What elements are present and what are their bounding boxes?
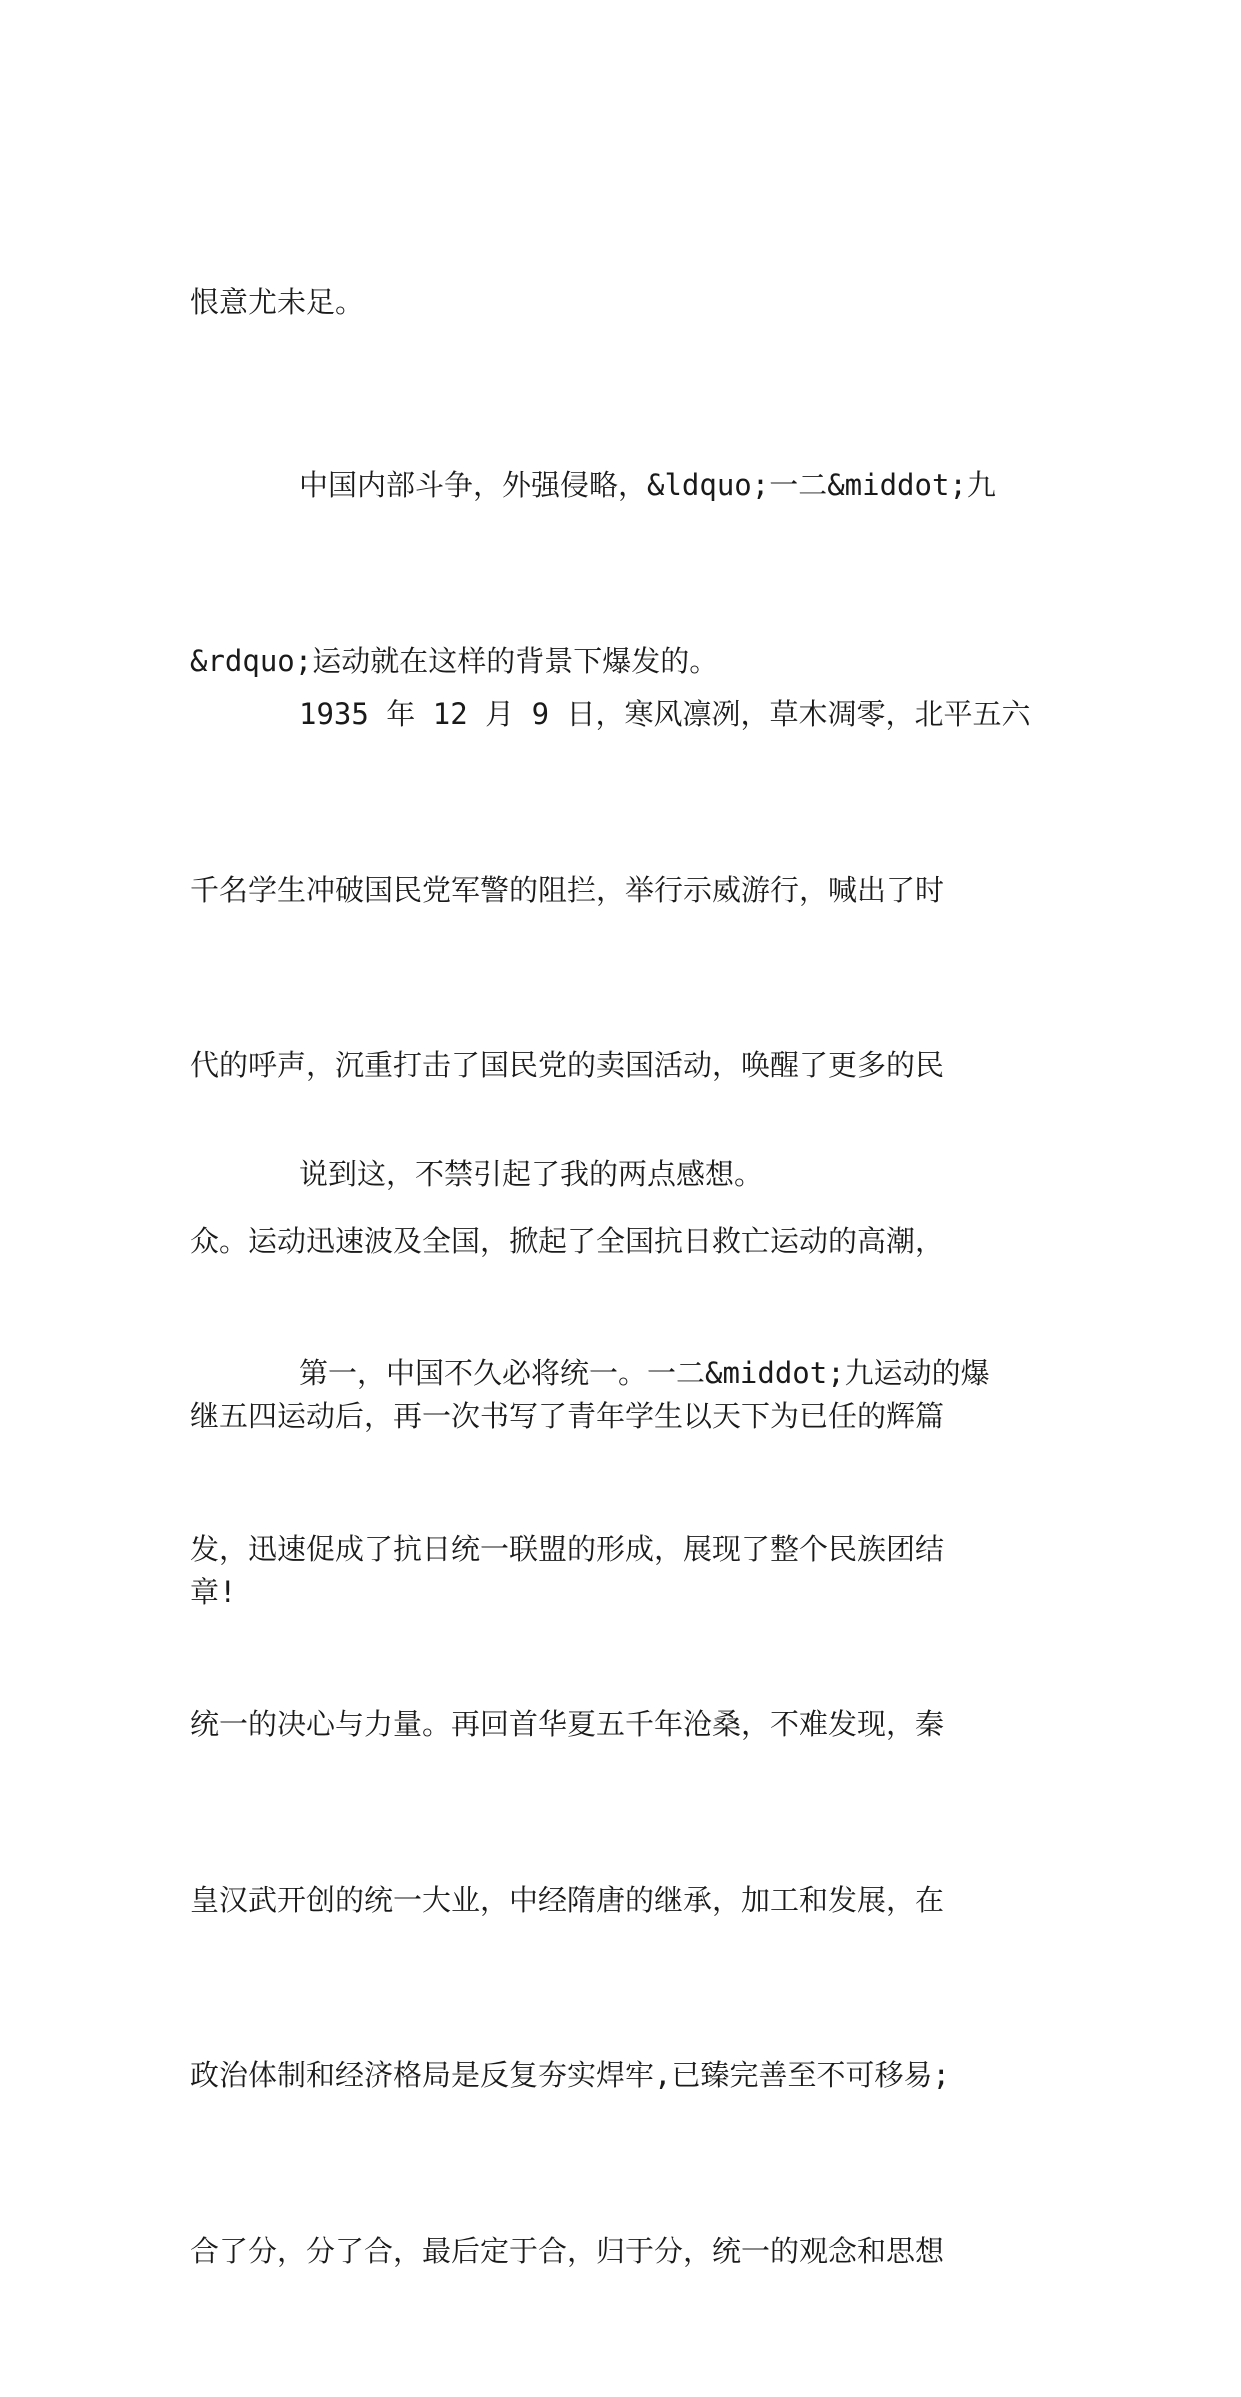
text-line: 众。运动迅速波及全国，掀起了全国抗日救亡运动的高潮， xyxy=(190,1223,945,1258)
text-line: 继五四运动后，再一次书写了青年学生以天下为已任的辉篇 xyxy=(190,1399,945,1433)
text-line: &rdquo;运动就在这样的背景下爆发的。 xyxy=(190,643,719,678)
text-line: 统一的决心与力量。再回首华夏五千年沧桑，不难发现，秦 xyxy=(190,1707,945,1741)
text-line: 皇汉武开创的统一大业，中经隋唐的继承，加工和发展，在 xyxy=(190,1882,945,1917)
text-line: 1935 年 12 月 9 日，寒风凛冽，草木凋零，北平五六 xyxy=(299,697,1031,731)
text-line: 合了分，分了合，最后定于合，归于分，统一的观念和思想 xyxy=(190,2233,945,2268)
text-line: 代的呼声，沉重打击了国民党的卖国活动，唤醒了更多的民 xyxy=(190,1048,945,1082)
text-line: 中国内部斗争，外强侵略，&ldquo;一二&middot;九 xyxy=(299,468,996,502)
text-line: 说到这，不禁引起了我的两点感想。 xyxy=(299,1157,764,1191)
text-line: 第一，中国不久必将统一。一二&middot;九运动的爆 xyxy=(299,1356,990,1390)
text-line: 千名学生冲破国民党军警的阻拦，举行示威游行，喊出了时 xyxy=(190,872,945,907)
paragraph-first-point xyxy=(190,1227,1060,2397)
text-line: 发，迅速促成了抗日统一联盟的形成，展现了整个民族团结 xyxy=(190,1531,945,1566)
text-line: 恨意尤未足。 xyxy=(190,285,365,319)
text-line: 章! xyxy=(190,1574,237,1609)
text-line: 政治体制和经济格局是反复夯实焊牢,已臻完善至不可移易; xyxy=(190,2058,950,2092)
